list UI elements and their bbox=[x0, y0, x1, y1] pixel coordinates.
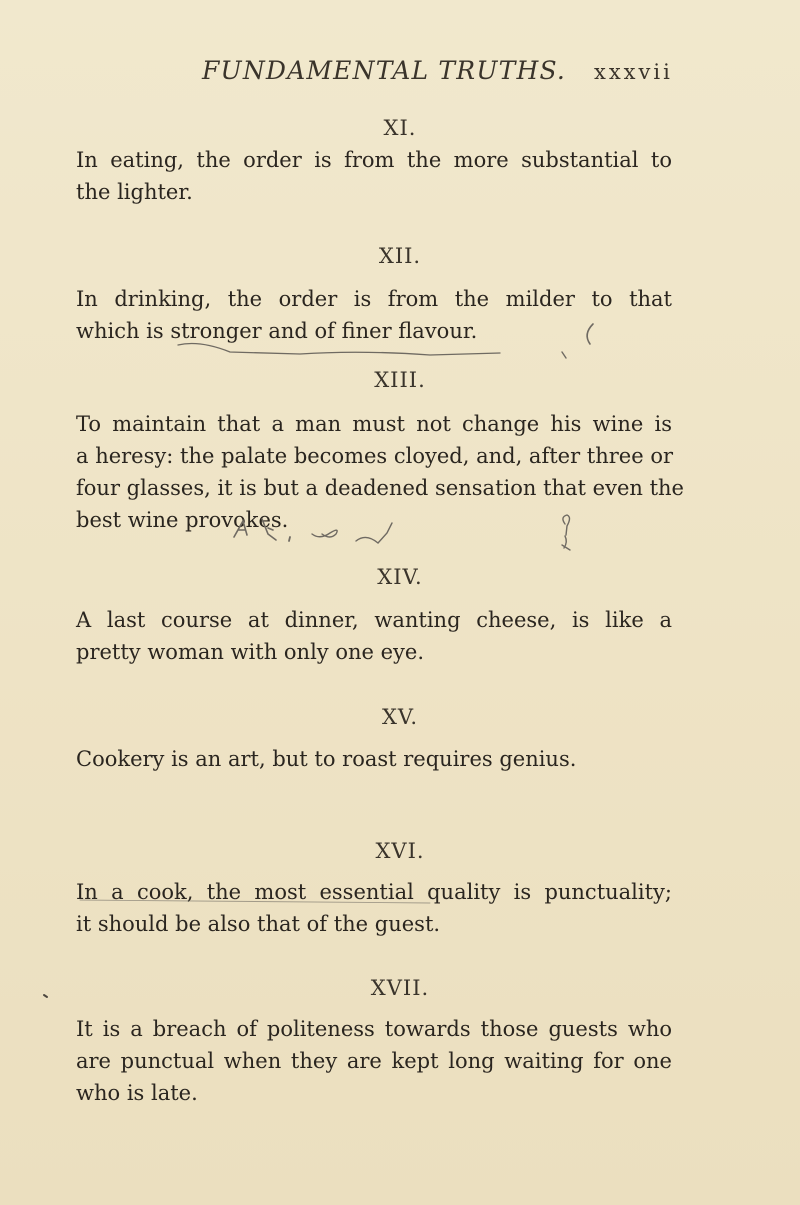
maxim-heading-xii: XII. bbox=[378, 244, 422, 268]
text-line: best wine provokes. bbox=[76, 508, 289, 532]
text-line: It is a breach of politeness towards those guests who bbox=[76, 1017, 672, 1041]
text-line: In drinking, the order is from the milder to that bbox=[76, 287, 672, 311]
text-line: who is late. bbox=[76, 1081, 198, 1105]
maxim-heading-xiv: XIV. bbox=[377, 565, 423, 589]
maxim-text-xvi bbox=[76, 876, 672, 940]
pencil-tick-xii-small bbox=[562, 352, 566, 358]
text-line: Cookery is an art, but to roast requires genius. bbox=[76, 747, 577, 771]
text-line: it should be also that of the guest. bbox=[76, 912, 441, 936]
text-line: pretty woman with only one eye. bbox=[76, 640, 424, 664]
maxim-heading-xi: XI. bbox=[383, 116, 417, 140]
maxim-text-xi bbox=[76, 144, 672, 208]
text-line: To maintain that a man must not change his wine is bbox=[76, 412, 672, 436]
maxim-text-xv bbox=[76, 743, 672, 775]
maxim-text-xii bbox=[76, 283, 672, 347]
text-line: a heresy: the palate becomes cloyed, and, after three or bbox=[76, 444, 674, 468]
maxim-heading-xvi: XVI. bbox=[375, 839, 425, 863]
text-line: In a cook, the most essential quality is punctuality; bbox=[76, 880, 672, 904]
page-number: xxxvii bbox=[594, 60, 673, 84]
text-line: are punctual when they are kept long waiting for one bbox=[76, 1049, 672, 1073]
text-line: the lighter. bbox=[76, 180, 193, 204]
maxim-heading-xvii: XVII. bbox=[370, 976, 430, 1000]
text-line: In eating, the order is from the more substantial to bbox=[76, 148, 672, 172]
running-title: FUNDAMENTAL TRUTHS. bbox=[202, 56, 567, 85]
text-line: which is stronger and of finer flavour. bbox=[76, 319, 478, 343]
text-line: four glasses, it is but a deadened sensation that even the bbox=[76, 476, 684, 500]
maxim-text-xiv bbox=[76, 604, 672, 668]
maxim-text-xiii bbox=[76, 408, 684, 536]
text-line: A last course at dinner, wanting cheese, is like a bbox=[76, 608, 672, 632]
pencil-symbol-comma bbox=[289, 537, 290, 541]
maxim-text-xvii bbox=[76, 1013, 672, 1109]
maxim-heading-xv: XV. bbox=[381, 705, 419, 729]
maxim-heading-xiii: XIII. bbox=[374, 368, 426, 392]
